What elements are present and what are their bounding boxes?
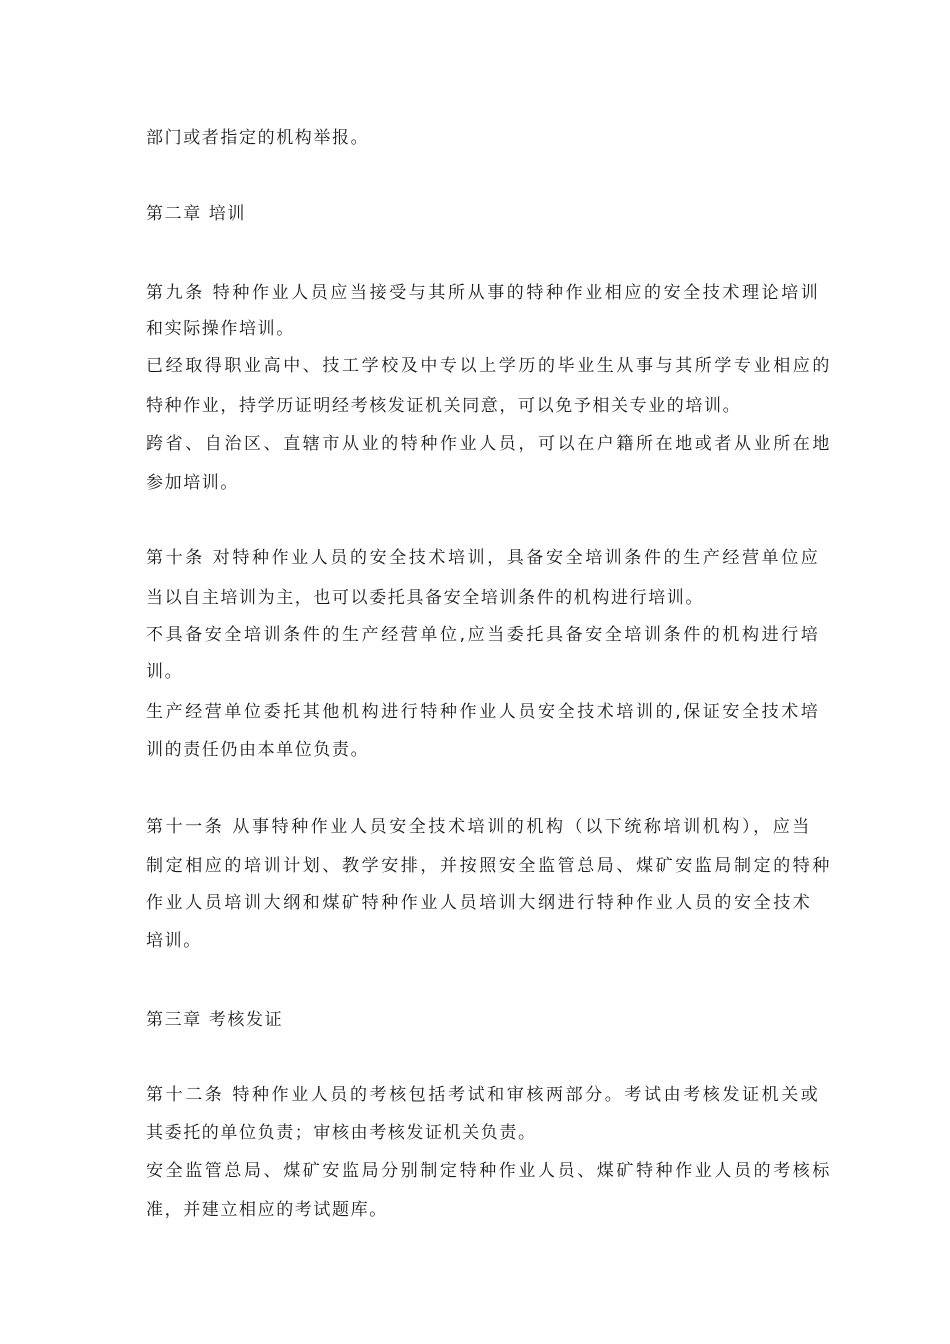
text-line: 跨省、自治区、直辖市从业的特种作业人员，可以在户籍所在地或者从业所在地 [146, 434, 832, 454]
text-line: 生产经营单位委托其他机构进行特种作业人员安全技术培训的,保证安全技术培 [146, 702, 821, 722]
text-line: 训。 [146, 662, 184, 682]
text-line: 当以自主培训为主，也可以委托具备安全培训条件的机构进行培训。 [146, 588, 704, 608]
text-line: 第九条 特种作业人员应当接受与其所从事的特种作业相应的安全技术理论培训 [146, 283, 821, 303]
text-line: 作业人员培训大纲和煤矿特种作业人员培训大纲进行特种作业人员的安全技术 [146, 893, 813, 913]
chapter-heading: 第二章 培训 [146, 204, 247, 224]
text-line: 部门或者指定的机构举报。 [146, 128, 370, 148]
text-line: 第十二条 特种作业人员的考核包括考试和审核两部分。考试由考核发证机关或 [146, 1085, 821, 1105]
text-line: 制定相应的培训计划、教学安排，并按照安全监管总局、煤矿安监局制定的特种 [146, 856, 832, 876]
text-line: 第十条 对特种作业人员的安全技术培训，具备安全培训条件的生产经营单位应 [146, 548, 821, 568]
text-line: 第十一条 从事特种作业人员安全技术培训的机构（以下统称培训机构），应当 [146, 817, 812, 837]
text-line: 训的责任仍由本单位负责。 [146, 740, 370, 760]
chapter-heading: 第三章 考核发证 [146, 1010, 284, 1030]
text-line: 参加培训。 [146, 473, 239, 493]
text-line: 准，并建立相应的考试题库。 [146, 1200, 388, 1220]
text-line: 其委托的单位负责；审核由考核发证机关负责。 [146, 1123, 537, 1143]
text-line: 培训。 [146, 931, 202, 951]
text-line: 不具备安全培训条件的生产经营单位,应当委托具备安全培训条件的机构进行培 [146, 625, 821, 645]
text-line: 安全监管总局、煤矿安监局分别制定特种作业人员、煤矿特种作业人员的考核标 [146, 1161, 832, 1181]
text-line: 特种作业，持学历证明经考核发证机关同意，可以免予相关专业的培训。 [146, 396, 742, 416]
text-line: 已经取得职业高中、技工学校及中专以上学历的毕业生从事与其所学专业相应的 [146, 356, 832, 376]
text-line: 和实际操作培训。 [146, 319, 295, 339]
